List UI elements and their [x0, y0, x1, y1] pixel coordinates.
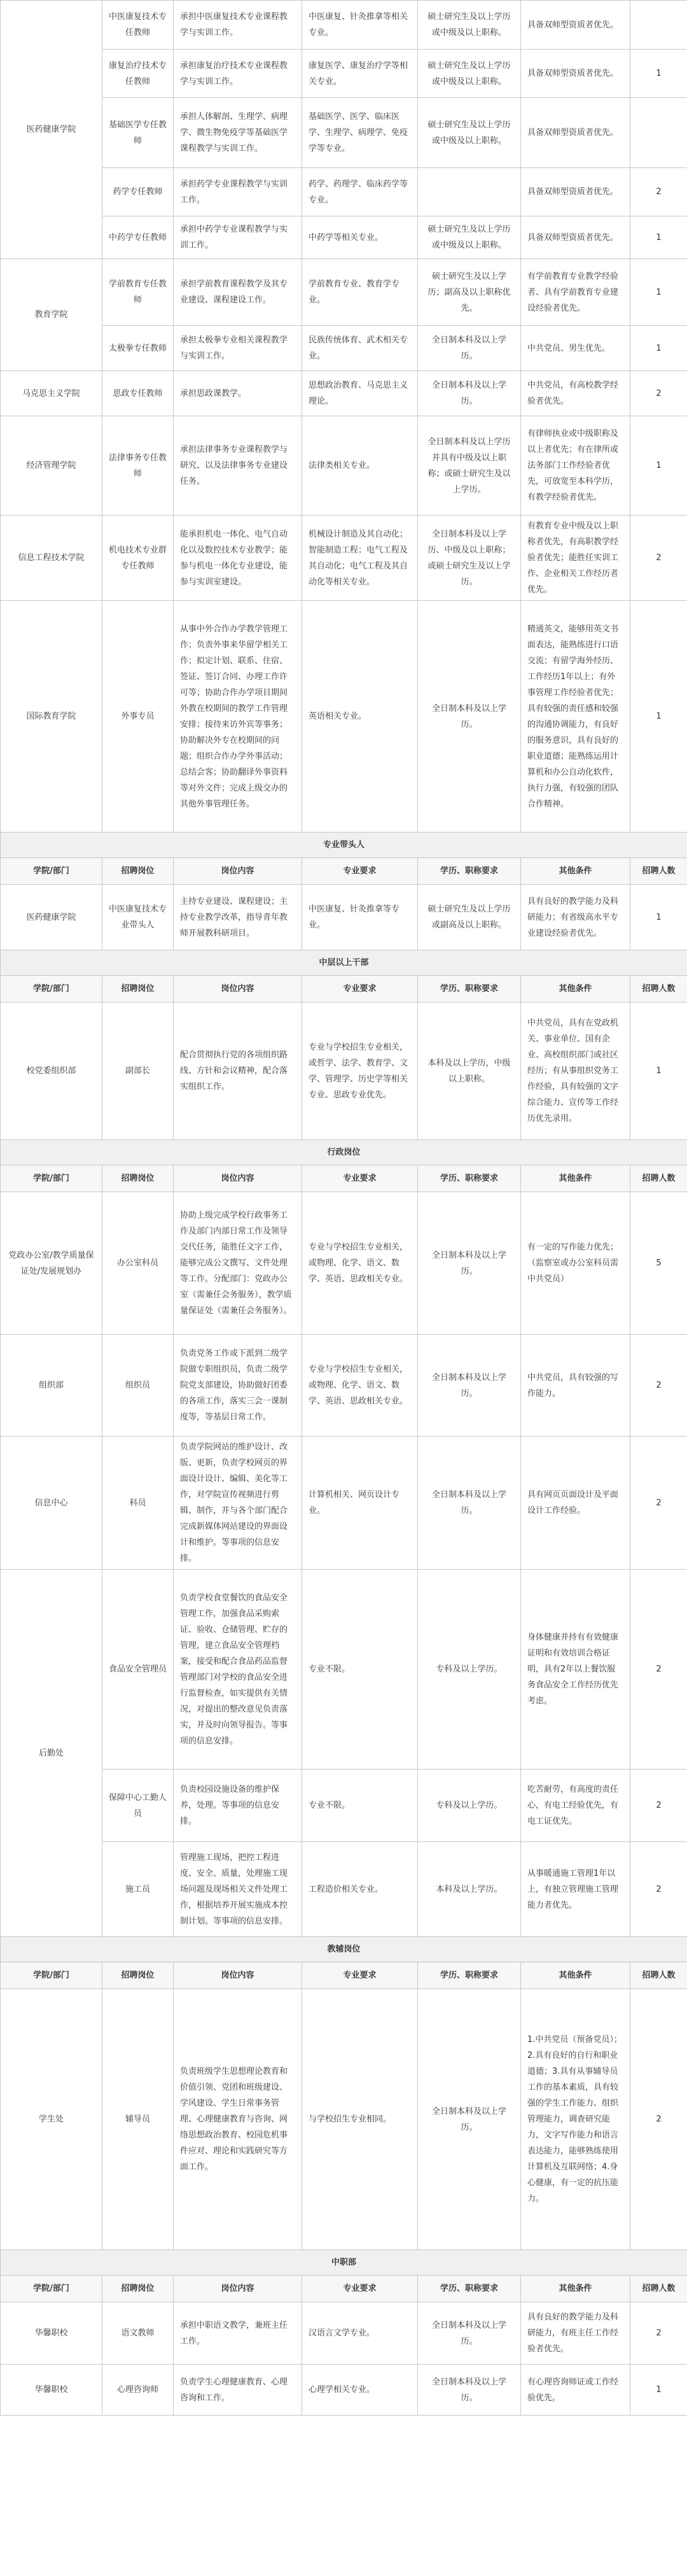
position-cell: 施工员	[102, 1842, 174, 1937]
other-cell: 中共党员，具有较强的写作能力。	[521, 1335, 630, 1437]
education-cell: 硕士研究生及以上学历或中级及以上职称。	[418, 1, 521, 50]
education-cell: 全日制本科及以上学历。	[418, 601, 521, 833]
major-cell: 汉语言文学专业。	[302, 2302, 418, 2365]
other-cell: 具有良好的教学能力及科研能力，有班主任工作经验者优先。	[521, 2302, 630, 2365]
major-cell: 药学、药理学、临床药学等专业。	[302, 168, 418, 216]
other-cell: 中共党员，具有在党政机关、事业单位、国有企业、高校组织部门或社区经历；有从事组织党务工作经验，具有较强的文字综合能力、宣传等工作经历优先录用。	[521, 1003, 630, 1140]
section-title: 教辅岗位	[1, 1937, 687, 1962]
dept-cell: 信息工程技术学院	[1, 516, 102, 601]
header-cell-major: 专业要求	[302, 976, 418, 1003]
count-cell: 1	[630, 1003, 687, 1140]
position-cell: 中医康复技术专任教师	[102, 1, 174, 50]
header-cell-other: 其他条件	[521, 1165, 630, 1192]
count-cell: 1	[630, 50, 687, 98]
dept-cell: 医药健康学院	[1, 1, 102, 259]
content-cell: 承担太极拳专业相关课程教学与实训工作。	[174, 326, 302, 371]
other-cell: 具备双师型资质者优先。	[521, 216, 630, 259]
table-row	[1, 1842, 687, 1937]
content-cell: 承担思政课教学。	[174, 371, 302, 416]
content-cell: 管理施工现场，把控工程进度、安全、质量，处理施工现场问题及现场相关文件处理工作，根据培养开展实施成本控制计划。等事项的信息安排。	[174, 1842, 302, 1937]
other-cell: 中共党员，有高校教学经验者优先。	[521, 371, 630, 416]
table-row	[1, 2365, 687, 2416]
content-cell: 能承担机电一体化、电气自动化以及数控技术专业教学；能参与机电一体化专业建设，能参与实训室建设。	[174, 516, 302, 601]
major-cell: 心理学相关专业。	[302, 2365, 418, 2416]
header-cell-education: 学历、职称要求	[418, 1165, 521, 1192]
other-cell: 有律师执业或中级职称及以上者优先；有在律所或法务部门工作经验者优先，可放宽至本科学历，有教学经验者优先。	[521, 416, 630, 516]
position-cell: 办公室科员	[102, 1192, 174, 1335]
section-title: 中层以上干部	[1, 950, 687, 976]
other-cell: 从事暖通施工管理1年以上，有独立管理施工管理能力者优先。	[521, 1842, 630, 1937]
header-cell-other: 其他条件	[521, 858, 630, 885]
major-cell: 思想政治教育、马克思主义理论。	[302, 371, 418, 416]
header-cell-count: 招聘人数	[630, 1165, 687, 1192]
header-cell-position: 招聘岗位	[102, 2276, 174, 2302]
dept-cell: 教育学院	[1, 259, 102, 371]
education-cell: 全日制本科及以上学历。	[418, 1437, 521, 1570]
content-cell: 配合贯彻执行党的各项组织路线、方针和会议精神，配合落实组织工作。	[174, 1003, 302, 1140]
dept-cell: 华馨职校	[1, 2302, 102, 2365]
header-cell-dept: 学院/部门	[1, 1165, 102, 1192]
dept-cell: 后勤处	[1, 1570, 102, 1937]
table-header-row	[1, 976, 687, 1003]
dept-cell: 校党委组织部	[1, 1003, 102, 1140]
major-cell: 专业不限。	[302, 1770, 418, 1842]
position-cell: 学前教育专任教师	[102, 259, 174, 326]
table-row	[1, 2302, 687, 2365]
education-cell: 全日制本科及以上学历。	[418, 2302, 521, 2365]
header-cell-position: 招聘岗位	[102, 1165, 174, 1192]
header-cell-position: 招聘岗位	[102, 1962, 174, 1989]
header-cell-major: 专业要求	[302, 2276, 418, 2302]
position-cell: 药学专任教师	[102, 168, 174, 216]
header-cell-count: 招聘人数	[630, 858, 687, 885]
table-row	[1, 371, 687, 416]
header-cell-content: 岗位内容	[174, 858, 302, 885]
count-cell: 2	[630, 1842, 687, 1937]
section-title-row	[1, 1937, 687, 1962]
education-cell: 全日制本科及以上学历。	[418, 2365, 521, 2416]
education-cell: 本科及以上学历，中级以上职称。	[418, 1003, 521, 1140]
other-cell: 身体健康并持有有效健康证明和有效培训合格证明，具有2年以上餐饮服务食品安全工作经历优先考虑。	[521, 1570, 630, 1770]
other-cell: 吃苦耐劳，有高度的责任心，有电工经验优先，有电工证优先。	[521, 1770, 630, 1842]
header-cell-count: 招聘人数	[630, 1962, 687, 1989]
table-row	[1, 50, 687, 98]
table-row	[1, 168, 687, 216]
header-cell-content: 岗位内容	[174, 1962, 302, 1989]
position-cell: 机电技术专业群专任教师	[102, 516, 174, 601]
count-cell: 2	[630, 1437, 687, 1570]
section-title-row	[1, 2250, 687, 2276]
content-cell: 负责班级学生思想理论教育和价值引领、党团和班级建设、学风建设、学生日常事务管理、心理健康教育与咨询、网络思想政治教育、校园危机事件应对、理论和实践研究等方面工作。	[174, 1989, 302, 2250]
dept-cell: 国际教育学院	[1, 601, 102, 833]
content-cell: 承担学前教育课程教学及其专业建设、课程建设工作。	[174, 259, 302, 326]
header-cell-other: 其他条件	[521, 2276, 630, 2302]
header-cell-education: 学历、职称要求	[418, 976, 521, 1003]
dept-cell: 华馨职校	[1, 2365, 102, 2416]
table-row	[1, 1989, 687, 2250]
education-cell: 硕士研究生及以上学历或中级及以上职称。	[418, 50, 521, 98]
education-cell	[418, 168, 521, 216]
major-cell: 基础医学、医学、临床医学、生理学、病理学、免疫学等专业。	[302, 98, 418, 168]
header-cell-dept: 学院/部门	[1, 1962, 102, 1989]
position-cell: 思政专任教师	[102, 371, 174, 416]
position-cell: 中药学专任教师	[102, 216, 174, 259]
count-cell: 2	[630, 168, 687, 216]
count-cell: 1	[630, 259, 687, 326]
other-cell: 具备双师型资质者优先。	[521, 98, 630, 168]
major-cell: 中医康复、针灸推拿等相关专业。	[302, 1, 418, 50]
count-cell: 2	[630, 2302, 687, 2365]
major-cell: 机械设计制造及其自动化；智能制造工程；电气工程及其自动化；电气工程及其自动化等相关专业。	[302, 516, 418, 601]
count-cell: 1	[630, 326, 687, 371]
count-cell: 1	[630, 416, 687, 516]
content-cell: 协助上级完成学校行政事务工作及部门内部日常工作及领导交代任务，能胜任文字工作，能够完成公文撰写、文件处理等工作。分配部门：党政办公室（需兼任会务服务），教学质量保证处（需兼任会务服务）。	[174, 1192, 302, 1335]
major-cell: 中药学等相关专业。	[302, 216, 418, 259]
position-cell: 辅导员	[102, 1989, 174, 2250]
section-title-row	[1, 833, 687, 858]
table-header-row	[1, 858, 687, 885]
major-cell: 学前教育专业、教育学专业。	[302, 259, 418, 326]
count-cell: 1	[630, 601, 687, 833]
content-cell: 承担中职语文教学，兼班主任工作。	[174, 2302, 302, 2365]
position-cell: 科员	[102, 1437, 174, 1570]
position-cell: 法律事务专任教师	[102, 416, 174, 516]
position-cell: 保障中心工勤人员	[102, 1770, 174, 1842]
content-cell: 主持专业建设、课程建设；主持专业教学改革，指导青年教师开展教科研项目。	[174, 885, 302, 950]
education-cell: 专科及以上学历。	[418, 1770, 521, 1842]
content-cell: 承担药学专业课程教学与实训工作。	[174, 168, 302, 216]
position-cell: 基础医学专任教师	[102, 98, 174, 168]
content-cell: 从事中外合作办学教学管理工作；负责外事来华留学相关工作；拟定计划、联系、住宿、签证、签订合同、办理工作许可等；协助合作办学项目期间外教在校期间的教学工作管理安排；接待来访外宾等事务；协助解决外专在校期间的问题；组织合作办学外事活动；总结会客；协助翻译外事资料等对外文件；完成上级交办的其他外事管理任务。	[174, 601, 302, 833]
education-cell: 全日制本科及以上学历并具有中级及以上职称；或硕士研究生及以上学历。	[418, 416, 521, 516]
dept-cell: 医药健康学院	[1, 885, 102, 950]
header-cell-major: 专业要求	[302, 1962, 418, 1989]
position-cell: 外事专员	[102, 601, 174, 833]
content-cell: 承担康复治疗技术专业课程教学与实训工作。	[174, 50, 302, 98]
header-cell-count: 招聘人数	[630, 2276, 687, 2302]
header-cell-education: 学历、职称要求	[418, 858, 521, 885]
education-cell: 全日制本科及以上学历。	[418, 326, 521, 371]
major-cell: 民族传统体育、武术相关专业。	[302, 326, 418, 371]
header-cell-dept: 学院/部门	[1, 858, 102, 885]
major-cell: 英语相关专业。	[302, 601, 418, 833]
table-header-row	[1, 1165, 687, 1192]
education-cell: 全日制本科及以上学历。	[418, 1989, 521, 2250]
major-cell: 专业不限。	[302, 1570, 418, 1770]
major-cell: 专业与学校招生专业相关，或物理、化学、语文、数学、英语、思政相关专业。	[302, 1335, 418, 1437]
other-cell: 具备双师型资质者优先。	[521, 1, 630, 50]
other-cell: 有心理咨询师证或工作经验优先。	[521, 2365, 630, 2416]
header-cell-content: 岗位内容	[174, 1165, 302, 1192]
position-cell: 食品安全管理员	[102, 1570, 174, 1770]
major-cell: 专业与学校招生专业相关，或哲学、法学、教育学、文学、管理学、历史学等相关专业、思政专业优先。	[302, 1003, 418, 1140]
section-title-row	[1, 950, 687, 976]
count-cell: 1	[630, 885, 687, 950]
section-title-row	[1, 1140, 687, 1165]
header-cell-dept: 学院/部门	[1, 2276, 102, 2302]
education-cell: 硕士研究生及以上学历或中级及以上职称。	[418, 98, 521, 168]
education-cell: 全日制本科及以上学历、中级及以上职称；或硕士研究生及以上学历。	[418, 516, 521, 601]
content-cell: 负责党务工作或下派到二级学院做专职组织员，负责二级学院党支部建设，协助做好团委的各项工作，落实三会一课制度等，等基层日常工作。	[174, 1335, 302, 1437]
header-cell-content: 岗位内容	[174, 2276, 302, 2302]
other-cell: 中共党员、男生优先。	[521, 326, 630, 371]
header-cell-major: 专业要求	[302, 1165, 418, 1192]
count-cell: 2	[630, 1770, 687, 1842]
position-cell: 中医康复技术专业带头人	[102, 885, 174, 950]
table-row	[1, 601, 687, 833]
table-row	[1, 885, 687, 950]
education-cell: 全日制本科及以上学历。	[418, 371, 521, 416]
other-cell: 有教育专业中级及以上职称者优先，有高职教学经验者优先；能胜任实训工作、企业相关工作经历者优先。	[521, 516, 630, 601]
count-cell	[630, 1, 687, 50]
education-cell: 本科及以上学历。	[418, 1842, 521, 1937]
content-cell: 负责学院网站的维护设计、改版、更新，负责学校网页的界面设计设计、编辑、美化等工作，对学院宣传视频进行剪辑、制作，并与各个部门配合完成新媒体网站建设的界面设计和维护。等事项的信息安排。	[174, 1437, 302, 1570]
education-cell: 硕士研究生及以上学历或中级及以上职称。	[418, 216, 521, 259]
major-cell: 计算机相关、网页设计专业。	[302, 1437, 418, 1570]
dept-cell: 信息中心	[1, 1437, 102, 1570]
content-cell: 负责学生心理健康教育、心理咨询和工作。	[174, 2365, 302, 2416]
major-cell: 专业与学校招生专业相关，或物理、化学、语文、数学、英语、思政相关专业。	[302, 1192, 418, 1335]
position-cell: 康复治疗技术专任教师	[102, 50, 174, 98]
count-cell: 1	[630, 216, 687, 259]
education-cell: 全日制本科及以上学历。	[418, 1335, 521, 1437]
table-row	[1, 259, 687, 326]
table-row	[1, 98, 687, 168]
other-cell: 1.中共党员（预备党员）；2.具有良好的自行和职业道德；3.具有从事辅导员工作的基本素质，具有较强的学生工作能力、组织管理能力，调查研究能力，文字写作能力和语言表达能力，能够熟练使用计算机及互联网络；4.身心健康，有一定的抗压能力。	[521, 1989, 630, 2250]
header-cell-dept: 学院/部门	[1, 976, 102, 1003]
position-cell: 副部长	[102, 1003, 174, 1140]
other-cell: 有学前教育专业教学经验者、具有学前教育专业建设经验者优先。	[521, 259, 630, 326]
other-cell: 具有良好的教学能力及科研能力；有省级高水平专业建设经验者优先。	[521, 885, 630, 950]
header-cell-education: 学历、职称要求	[418, 1962, 521, 1989]
education-cell: 硕士研究生及以上学历或副高及以上职称。	[418, 885, 521, 950]
major-cell: 康复医学、康复治疗学等相关专业。	[302, 50, 418, 98]
header-cell-content: 岗位内容	[174, 976, 302, 1003]
other-cell: 具备双师型资质者优先。	[521, 168, 630, 216]
count-cell	[630, 98, 687, 168]
count-cell: 2	[630, 516, 687, 601]
position-cell: 语文教师	[102, 2302, 174, 2365]
count-cell: 2	[630, 1335, 687, 1437]
table-row	[1, 1, 687, 50]
table-header-row	[1, 1962, 687, 1989]
section-title: 行政岗位	[1, 1140, 687, 1165]
content-cell: 承担中药学专业课程教学与实训工作。	[174, 216, 302, 259]
table-row	[1, 326, 687, 371]
header-cell-count: 招聘人数	[630, 976, 687, 1003]
content-cell: 承担法律事务专业课程教学与研究、以及法律事务专业建设任务。	[174, 416, 302, 516]
table-row	[1, 516, 687, 601]
header-cell-major: 专业要求	[302, 858, 418, 885]
position-cell: 心理咨询师	[102, 2365, 174, 2416]
table-row	[1, 1335, 687, 1437]
major-cell: 法律类相关专业。	[302, 416, 418, 516]
position-cell: 组织员	[102, 1335, 174, 1437]
education-cell: 专科及以上学历。	[418, 1570, 521, 1770]
count-cell: 2	[630, 1570, 687, 1770]
table-row	[1, 1570, 687, 1770]
header-cell-position: 招聘岗位	[102, 858, 174, 885]
header-cell-position: 招聘岗位	[102, 976, 174, 1003]
count-cell: 5	[630, 1192, 687, 1335]
count-cell: 1	[630, 2365, 687, 2416]
content-cell: 承担人体解剖、生理学、病理学、微生物免疫学等基础医学课程教学与实训工作。	[174, 98, 302, 168]
other-cell: 有一定的写作能力优先；（监察室或办公室科员需中共党员）	[521, 1192, 630, 1335]
header-cell-other: 其他条件	[521, 1962, 630, 1989]
dept-cell: 组织部	[1, 1335, 102, 1437]
table-row	[1, 1003, 687, 1140]
other-cell: 精通英文，能够用英文书面表达，能熟练进行口语交流；有留学海外经历、工作经历1年以上；有外事管理工作经验者优先；具有较强的责任感和较强的沟通协调能力，有良好的服务意识，具有良好的职业道德；能熟练运用计算机和办公自动化软件，执行力强，有较强的团队合作精神。	[521, 601, 630, 833]
header-cell-other: 其他条件	[521, 976, 630, 1003]
count-cell: 2	[630, 1989, 687, 2250]
header-cell-education: 学历、职称要求	[418, 2276, 521, 2302]
table-row	[1, 216, 687, 259]
count-cell: 2	[630, 371, 687, 416]
position-cell: 太极拳专任教师	[102, 326, 174, 371]
dept-cell: 学生处	[1, 1989, 102, 2250]
education-cell: 硕士研究生及以上学历；副高及以上职称优先。	[418, 259, 521, 326]
section-title: 专业带头人	[1, 833, 687, 858]
table-row	[1, 1770, 687, 1842]
other-cell: 具有网页页面设计及平面设计工作经验。	[521, 1437, 630, 1570]
dept-cell: 经济管理学院	[1, 416, 102, 516]
content-cell: 承担中医康复技术专业课程教学与实训工作。	[174, 1, 302, 50]
content-cell: 负责校园设施设备的维护保养，处理。等事项的信息安排。	[174, 1770, 302, 1842]
table-row	[1, 1437, 687, 1570]
table-row	[1, 416, 687, 516]
education-cell: 全日制本科及以上学历。	[418, 1192, 521, 1335]
section-title: 中职部	[1, 2250, 687, 2276]
major-cell: 与学校招生专业相同。	[302, 1989, 418, 2250]
dept-cell: 马克思主义学院	[1, 371, 102, 416]
content-cell: 负责学校食堂餐饮的食品安全管理工作，加强食品采购索证、验收、仓储管理、贮存的管理，建立食品安全管理档案，接受和配合食品药品监督管理部门对学校的食品安全进行监督检查，如实提供有关情况，对提出的整改意见负责落实，并及时向领导报告。等事项的信息安排。	[174, 1570, 302, 1770]
major-cell: 中医康复、针灸推拿等专业。	[302, 885, 418, 950]
dept-cell: 党政办公室/教学质量保证处/发展规划办	[1, 1192, 102, 1335]
table-header-row	[1, 2276, 687, 2302]
major-cell: 工程造价相关专业。	[302, 1842, 418, 1937]
table-row	[1, 1192, 687, 1335]
other-cell: 具备双师型资质者优先。	[521, 50, 630, 98]
